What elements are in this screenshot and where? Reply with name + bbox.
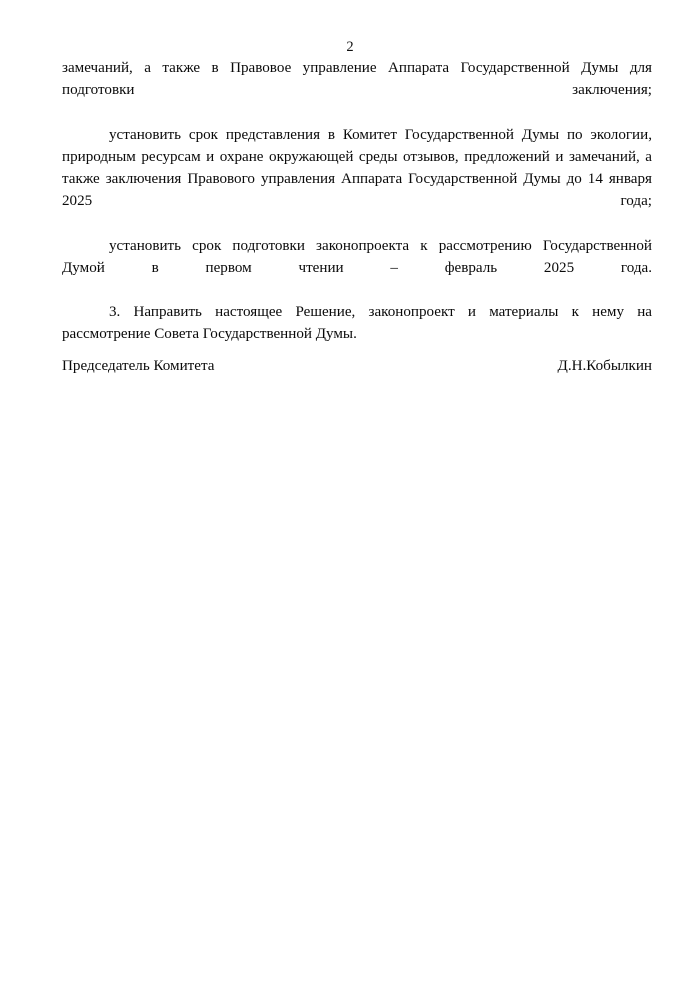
page-number: 2 [346,39,354,55]
paragraph-item-3-send: 3. Направить настоящее Решение, законопроект и материалы к нему на рассмотрение Совета Государственной Думы. [62,304,652,343]
paragraph-preparation-deadline: установить срок подготовки законопроекта к рассмотрению Государственной Думой в первом чтении – февраль 2025 года. [62,237,652,276]
signature-name: Д.Н.Кобылкин [557,358,652,374]
paragraph-continued-remarks: замечаний, а также в Правовое управление Аппарата Государственной Думы для подготовки заключения; [62,60,652,99]
paragraph-submission-deadline: установить срок представления в Комитет Государственной Думы по экологии, природным ресурсам и охране окружающей среды отзывов, предложений и замечаний, а также заключения Правового управления Аппарата Государственной Думы до 14 января 2025 года; [62,126,652,210]
signature-block [62,355,652,377]
document-body [62,57,652,346]
signature-role: Председатель Комитета [62,358,215,374]
